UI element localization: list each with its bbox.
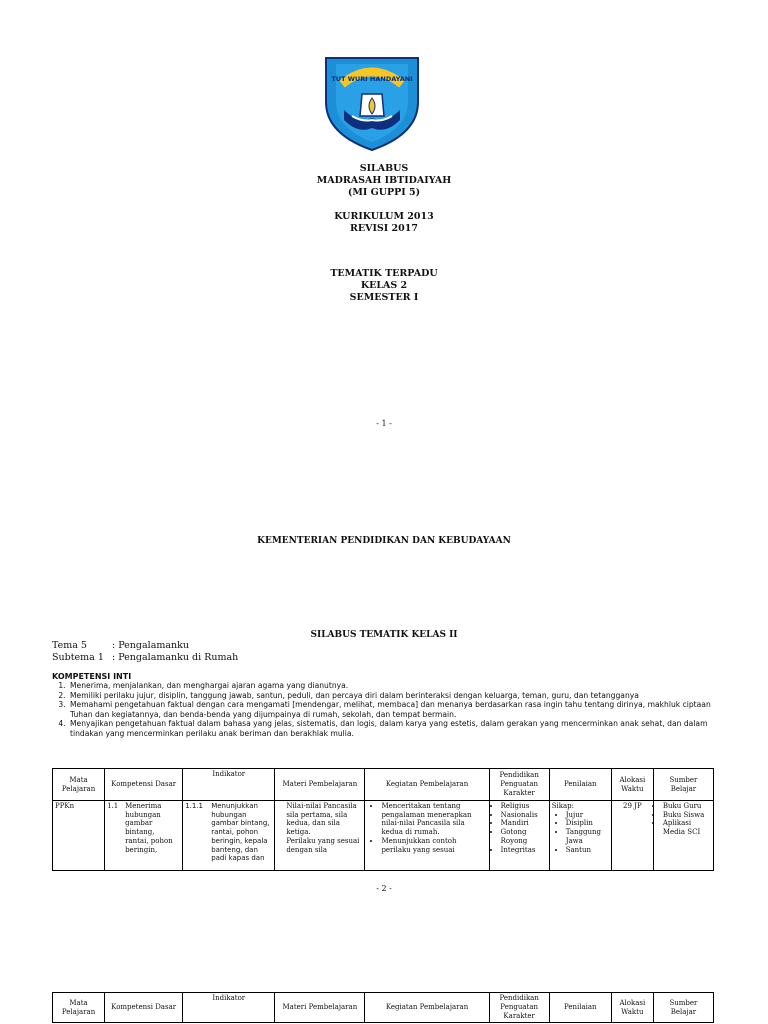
header-cell: Kegiatan Pembelajaran xyxy=(365,769,489,801)
cover-curriculum-block xyxy=(0,211,768,235)
indikator-number: 1.1.1 xyxy=(185,802,203,810)
tut-wuri-handayani-logo xyxy=(322,54,422,152)
penilaian-cell xyxy=(549,801,611,871)
header-cell: Penilaian xyxy=(549,769,611,801)
subtema-label: Subtema 1 xyxy=(52,652,104,663)
cover-line: REVISI 2017 xyxy=(349,223,418,234)
table-header-row xyxy=(53,993,714,1023)
header-cell: Kompetensi Dasar xyxy=(105,993,183,1023)
tema-block xyxy=(52,640,238,664)
ministry-heading: KEMENTERIAN PENDIDIKAN DAN KEBUDAYAAN xyxy=(257,536,511,546)
header-cell: Alokasi Waktu xyxy=(611,769,653,801)
cover-line: TEMATIK TERPADU xyxy=(330,268,438,279)
cover-line: SEMESTER I xyxy=(349,292,419,303)
kegiatan-item: • Menunjukkan contoh perilaku yang sesuai xyxy=(381,837,486,854)
table-row xyxy=(53,801,714,871)
silabus-title: SILABUS TEMATIK KELAS II xyxy=(310,630,458,640)
page-number-1: - 1 - xyxy=(376,419,392,428)
indikator-text: Menunjukkan hubungan gambar bintang, rantai, pohon beringin, kepala banteng, dan padi kapas dan xyxy=(211,802,270,863)
kd-cell xyxy=(105,801,183,871)
cover-title-block xyxy=(0,163,768,199)
header-cell: Sumber Belajar xyxy=(653,769,713,801)
kd-text: Menerima hubungan gambar bintang, rantai, pohon beringin, xyxy=(125,802,173,854)
ki-item: 4. Menyajikan pengetahuan faktual dalam bahasa yang jelas, sistematis, dan logis, dalam karya yang estetis, dalam gerakan yang mencerminkan anak sehat, dan dalam tindakan yang mencerminkan perilaku anak beriman dan berakhlak mulia. xyxy=(68,719,716,738)
kegiatan-cell xyxy=(365,801,489,871)
ki-list xyxy=(52,681,716,739)
cover-line: KELAS 2 xyxy=(360,280,408,291)
ki-item: 2. Memiliki perilaku jujur, disiplin, tanggung jawab, santun, peduli, dan percaya diri dalam berinteraksi dengan keluarga, teman, guru, dan tetangganya xyxy=(68,691,716,701)
penilaian-item: • Tanggung Jawa xyxy=(566,828,609,845)
sumber-item: • Buku Guru xyxy=(663,802,711,811)
header-cell: Alokasi Waktu xyxy=(611,993,653,1023)
penilaian-heading: Sikap: xyxy=(551,802,574,810)
kompetensi-inti xyxy=(52,672,716,739)
tema-label: Tema 5 xyxy=(52,640,87,651)
syllabus-table-continued xyxy=(52,992,714,1023)
header-cell: Sumber Belajar xyxy=(653,993,713,1023)
page-number-2: - 2 - xyxy=(376,884,392,893)
syllabus-table xyxy=(52,768,714,871)
header-cell: Materi Pembelajaran xyxy=(275,769,365,801)
ki-item: 1. Menerima, menjalankan, dan menghargai ajaran agama yang dianutnya. xyxy=(68,681,716,691)
penilaian-item: • Jujur xyxy=(566,811,609,820)
header-cell: Indikator xyxy=(183,993,275,1023)
materi-item: • Perilaku yang sesuai dengan sila xyxy=(286,837,362,854)
cover-line: MADRASAH IBTIDAIYAH xyxy=(316,175,452,186)
ppk-item: • Nasionalis xyxy=(501,811,547,820)
cover-line: SILABUS xyxy=(359,163,409,174)
svg-text:TUT WURI HANDAYANI: TUT WURI HANDAYANI xyxy=(331,75,413,83)
header-cell: Kompetensi Dasar xyxy=(105,769,183,801)
ppk-cell xyxy=(489,801,549,871)
indikator-cell xyxy=(183,801,275,871)
materi-item: • Nilai-nilai Pancasila sila pertama, sila kedua, dan sila ketiga. xyxy=(286,802,362,837)
header-cell: Materi Pembelajaran xyxy=(275,993,365,1023)
sumber-item: • Aplikasi Media SCI xyxy=(663,819,711,836)
cover-line: (MI GUPPI 5) xyxy=(347,187,421,198)
table-header-row xyxy=(53,769,714,801)
ki-heading: KOMPETENSI INTI xyxy=(52,672,132,681)
tema-value: : Pengalamanku xyxy=(112,640,190,651)
materi-cell xyxy=(275,801,365,871)
penilaian-item: • Disiplin xyxy=(566,819,609,828)
mapel-cell: PPKn xyxy=(53,801,105,871)
sumber-cell xyxy=(653,801,713,871)
ppk-item: • Mandiri xyxy=(501,819,547,828)
kd-number: 1.1 xyxy=(107,802,119,810)
cover-line: KURIKULUM 2013 xyxy=(334,211,434,222)
sumber-item: • Buku Siswa xyxy=(663,811,711,820)
kegiatan-item: • Menceritakan tentang pengalaman menerapkan nilai-nilai Pancasila sila kedua di rumah. xyxy=(381,802,486,837)
header-cell: Pendidikan Penguatan Karakter xyxy=(489,769,549,801)
ki-item: 3. Memahami pengetahuan faktual dengan cara mengamati [mendengar, melihat, membaca] dan menanya berdasarkan rasa ingin tahu tentang dirinya, makhluk ciptaan Tuhan dan kegiatannya, dan benda-benda yang dijumpainya di rumah, sekolah, dan tempat bermain. xyxy=(68,700,716,719)
header-cell: Penilaian xyxy=(549,993,611,1023)
alokasi-cell: 29 JP xyxy=(611,801,653,871)
penilaian-item: • Santun xyxy=(566,846,609,855)
header-cell: Indikator xyxy=(183,769,275,801)
ppk-item: • Religius xyxy=(501,802,547,811)
ppk-item: • Integritas xyxy=(501,846,547,855)
header-cell: Kegiatan Pembelajaran xyxy=(365,993,489,1023)
cover-class-block xyxy=(0,268,768,304)
header-cell: Pendidikan Penguatan Karakter xyxy=(489,993,549,1023)
ppk-item: • Gotong Royong xyxy=(501,828,547,845)
subtema-value: : Pengalamanku di Rumah xyxy=(112,652,239,663)
header-cell: Mata Pelajaran xyxy=(53,769,105,801)
header-cell: Mata Pelajaran xyxy=(53,993,105,1023)
